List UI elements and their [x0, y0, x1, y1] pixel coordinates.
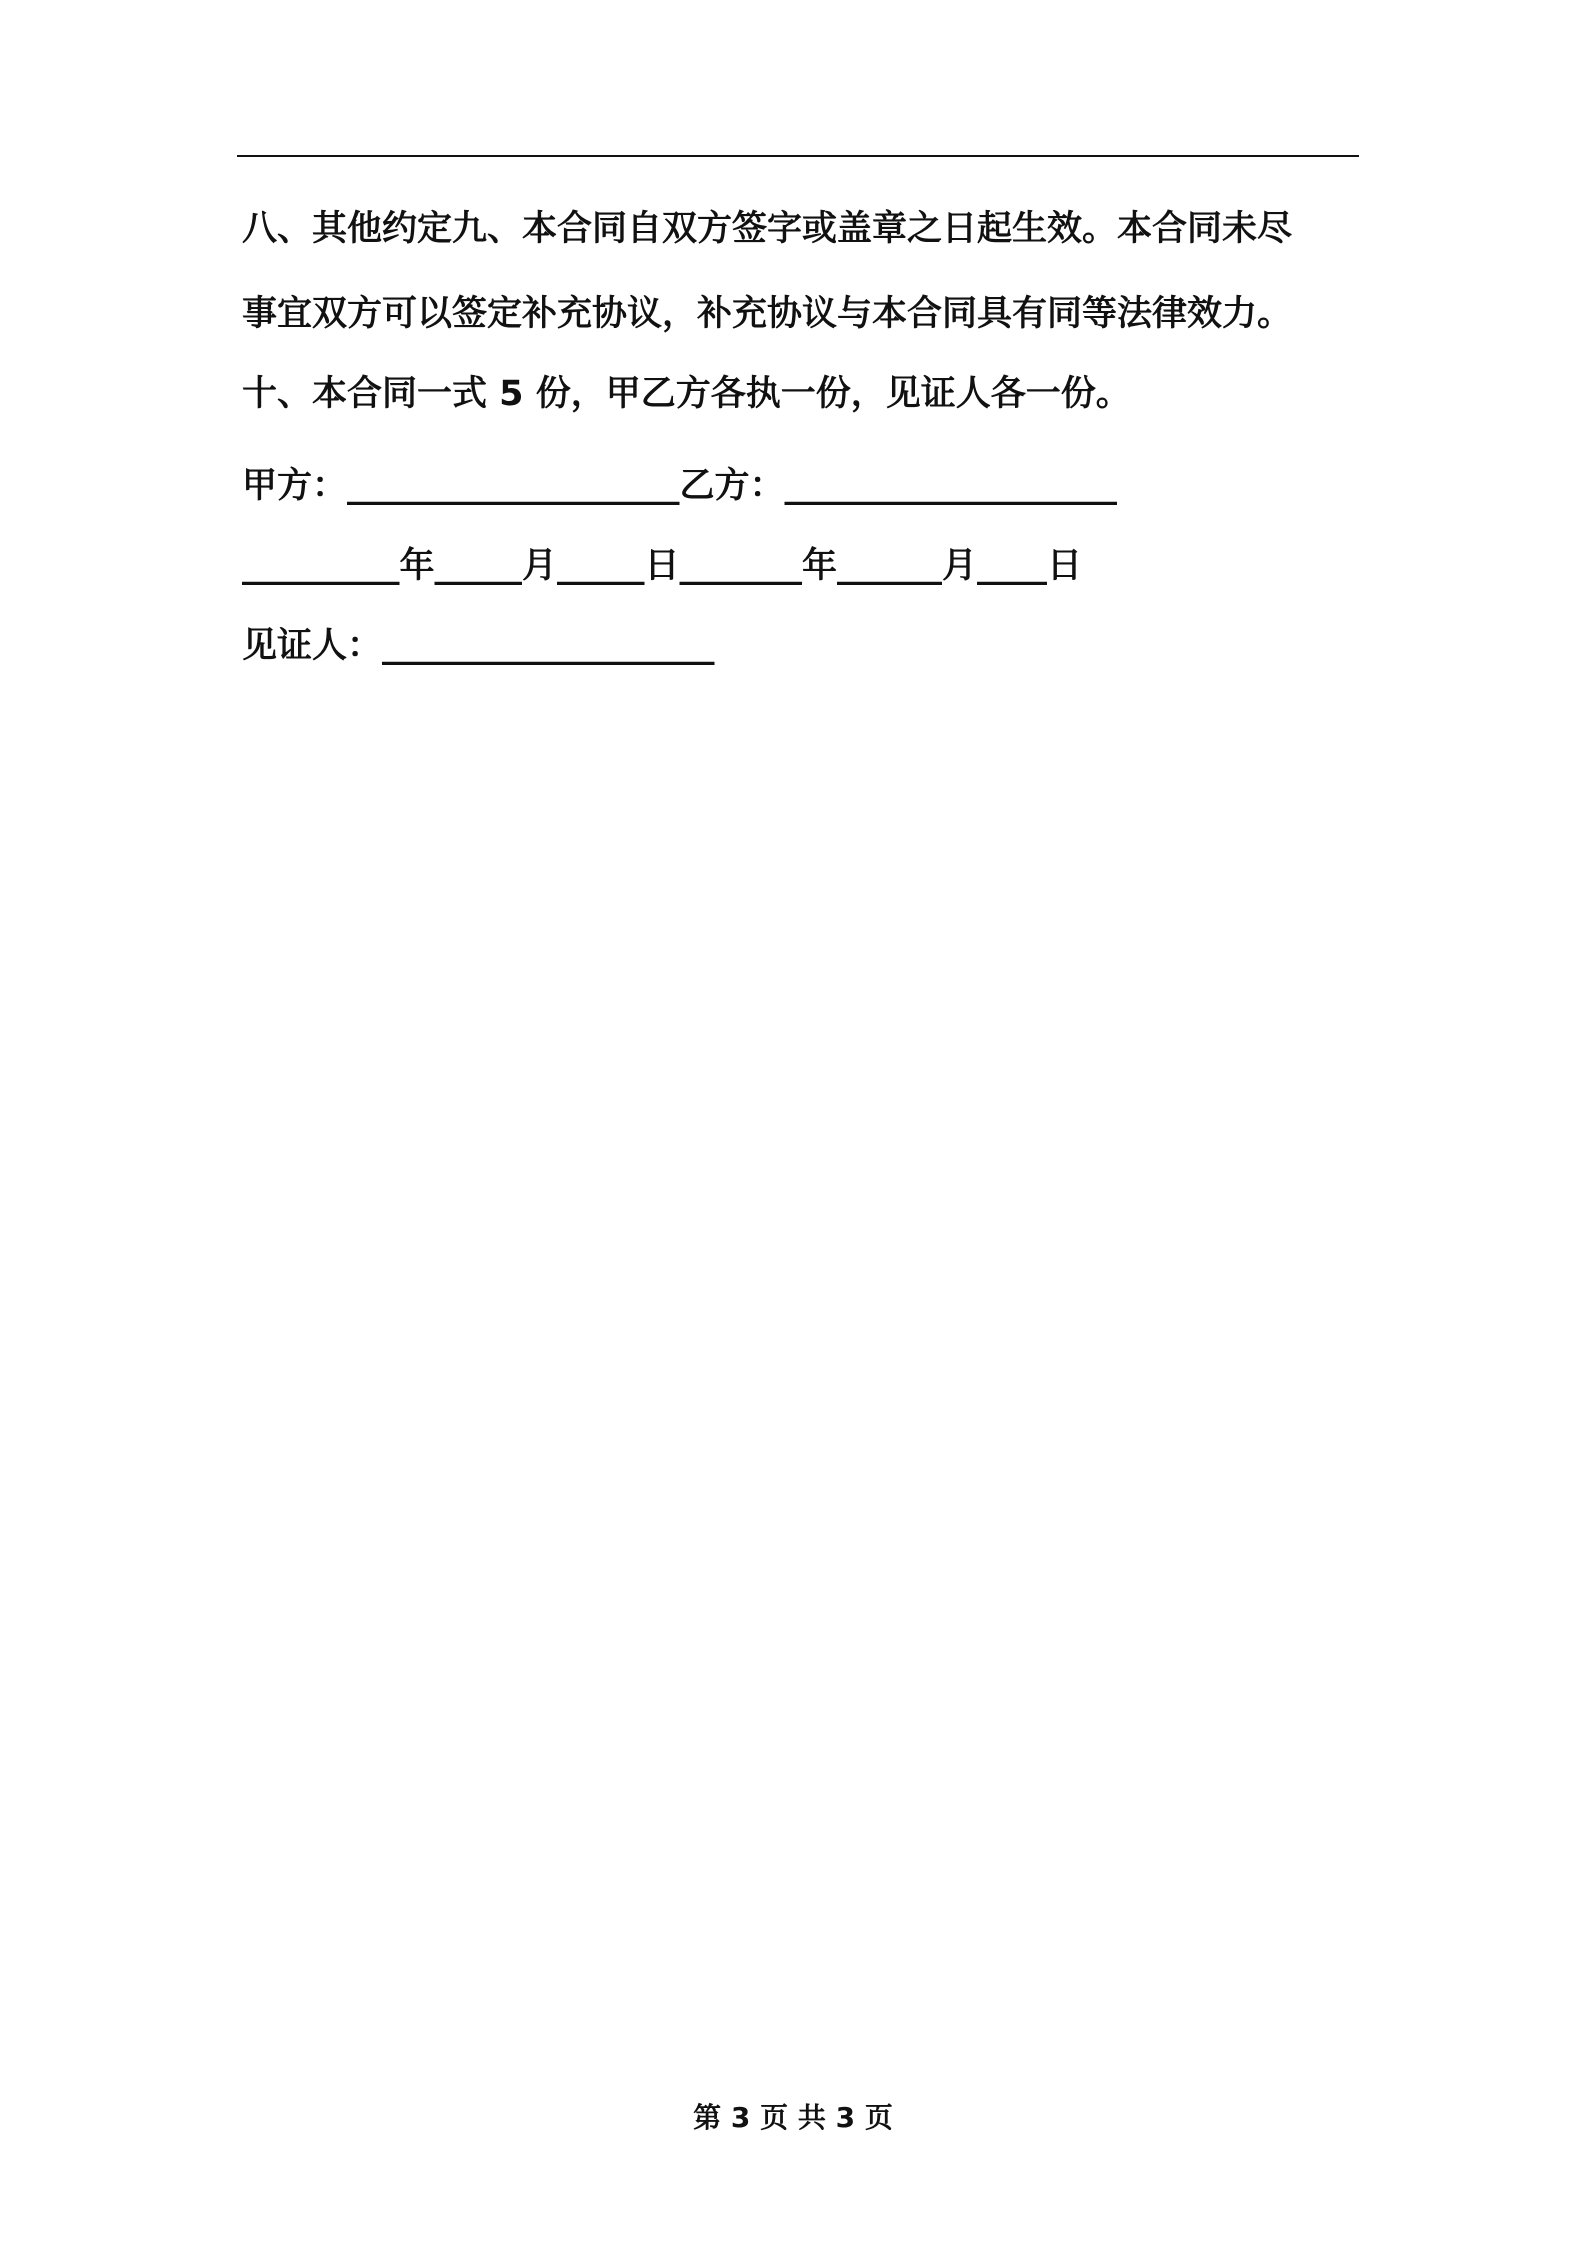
party-signature-line: 甲方：___________________乙方：___________________ — [242, 466, 1118, 506]
header-rule — [237, 155, 1359, 157]
paragraph-line-2: 事宜双方可以签定补充协议，补充协议与本合同具有同等法律效力。 — [242, 294, 1293, 334]
witness-signature-line: 见证人：___________________ — [242, 626, 715, 666]
page-footer: 第 3 页 共 3 页 — [693, 2101, 893, 2134]
paragraph-line-3: 十、本合同一式 5 份，甲乙方各执一份，见证人各一份。 — [242, 374, 1131, 414]
paragraph-line-1: 八、其他约定九、本合同自双方签字或盖章之日起生效。本合同未尽 — [242, 209, 1293, 249]
date-signature-line: _________年_____月_____日_______年______月____日 — [242, 546, 1083, 586]
